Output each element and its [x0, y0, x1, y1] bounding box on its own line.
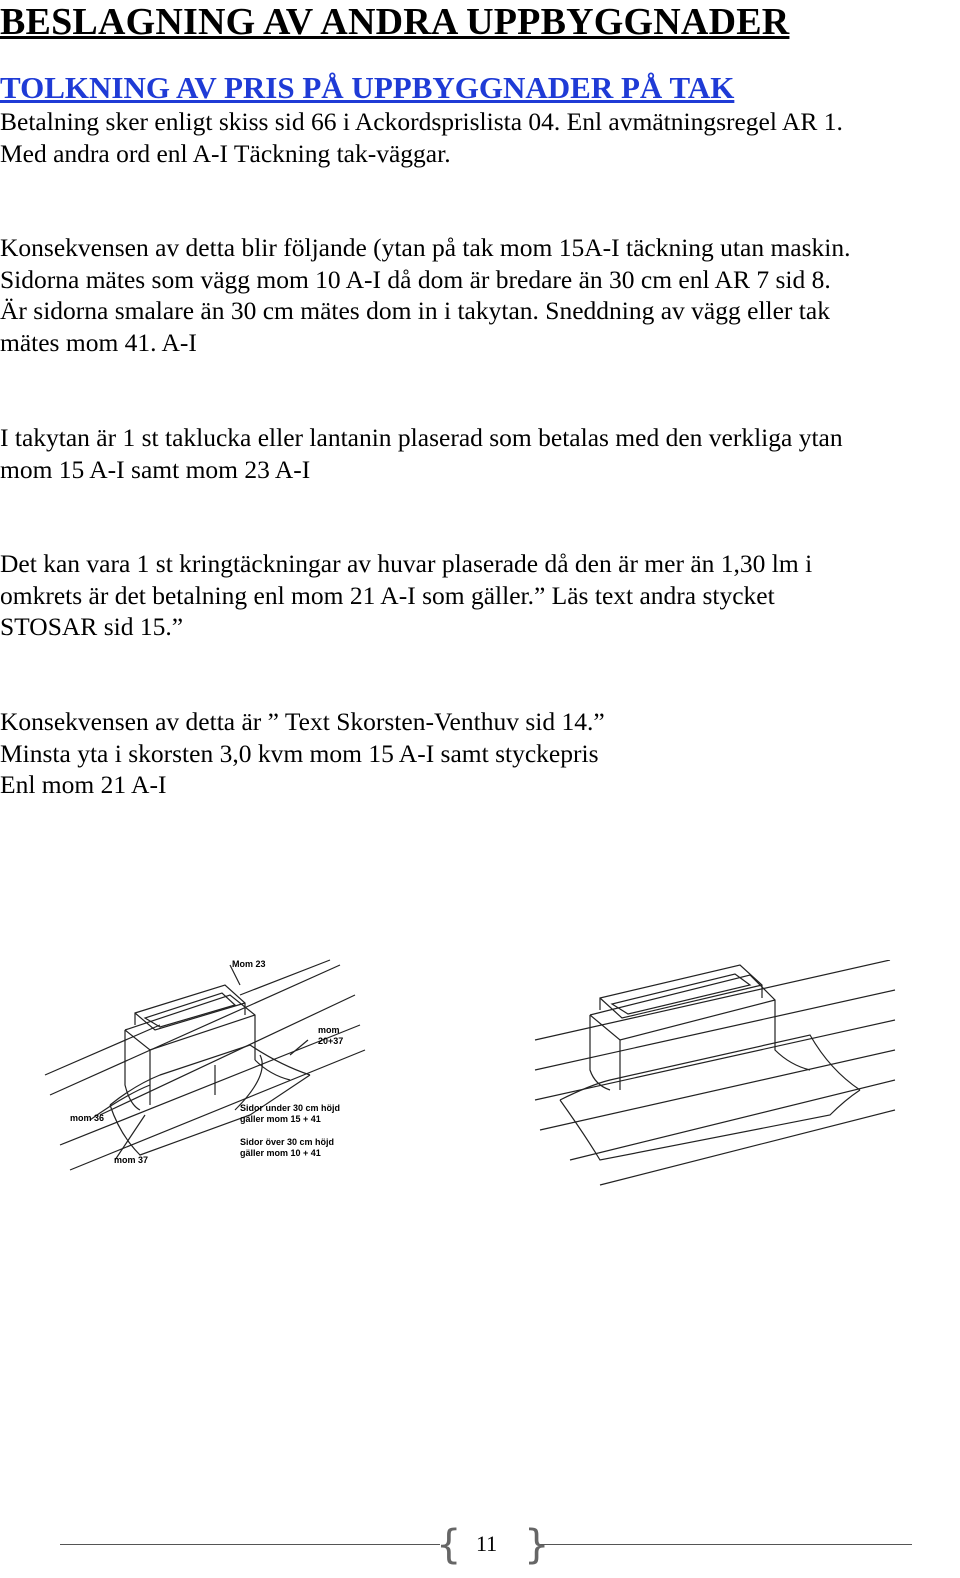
label-sides-over-b: gäller mom 10 + 41 — [240, 1148, 321, 1158]
page-title: BESLAGNING AV ANDRA UPPBYGGNADER — [0, 1, 790, 43]
text-line: Konsekvensen av detta blir följande (ytan på tak mom 15A-I täckning utan maskin. — [0, 233, 851, 262]
figure-annotated-upstand — [40, 955, 370, 1185]
paragraph-consequence — [0, 232, 955, 358]
label-sides-over-a: Sidor över 30 cm höjd — [240, 1137, 335, 1147]
paragraph-hoods — [0, 548, 955, 643]
page-number: 11 — [476, 1531, 498, 1556]
paragraph-payment — [0, 106, 955, 169]
footer-brace-right: } — [524, 1522, 550, 1568]
text-line: Enl mom 21 A-I — [0, 770, 167, 799]
text-line: mätes mom 41. A-I — [0, 327, 197, 357]
footer-rule-right — [540, 1544, 912, 1545]
section-heading: TOLKNING AV PRIS PÅ UPPBYGGNADER PÅ TAK — [0, 70, 735, 105]
label-sides-under-b: gäller mom 15 + 41 — [240, 1114, 321, 1124]
text-line: Sidorna mätes som vägg mom 10 A-I då dom är bredare än 30 cm enl AR 7 sid 8. — [0, 264, 831, 294]
label-mom-20-37-a: mom — [318, 1025, 340, 1035]
text-line: Konsekvensen av detta är ” Text Skorsten-Venthuv sid 14.” — [0, 707, 605, 736]
label-mom-37: mom 37 — [114, 1155, 149, 1165]
label-mom-36: mom 36 — [70, 1113, 105, 1123]
text-line: Det kan vara 1 st kringtäckningar av huvar plaserade då den är mer än 1,30 lm i — [0, 549, 813, 578]
label-mom-23: Mom 23 — [232, 959, 266, 969]
label-sides-under-a: Sidor under 30 cm höjd — [240, 1103, 341, 1113]
footer-brace-left: { — [436, 1522, 462, 1568]
text-line: Med andra ord enl A-I Täckning tak-väggar. — [0, 138, 451, 168]
figure-upstand — [530, 960, 900, 1190]
text-line: Är sidorna smalare än 30 cm mätes dom in i takytan. Sneddning av vägg eller tak — [0, 296, 830, 325]
footer-rule-left — [60, 1544, 440, 1545]
text-line: STOSAR sid 15.” — [0, 612, 184, 641]
paragraph-chimney — [0, 706, 955, 801]
text-line: I takytan är 1 st taklucka eller lantanin plaserad som betalas med den verkliga ytan — [0, 423, 843, 452]
text-line: Betalning sker enligt skiss sid 66 i Ackordsprislista 04. Enl avmätningsregel AR 1. — [0, 107, 843, 136]
text-line: Minsta yta i skorsten 3,0 kvm mom 15 A-I samt styckepris — [0, 738, 599, 768]
label-mom-20-37-b: 20+37 — [318, 1036, 344, 1046]
paragraph-hatch — [0, 422, 955, 485]
text-line: mom 15 A-I samt mom 23 A-I — [0, 454, 311, 484]
text-line: omkrets är det betalning enl mom 21 A-I som gäller.” Läs text andra stycket — [0, 580, 775, 610]
